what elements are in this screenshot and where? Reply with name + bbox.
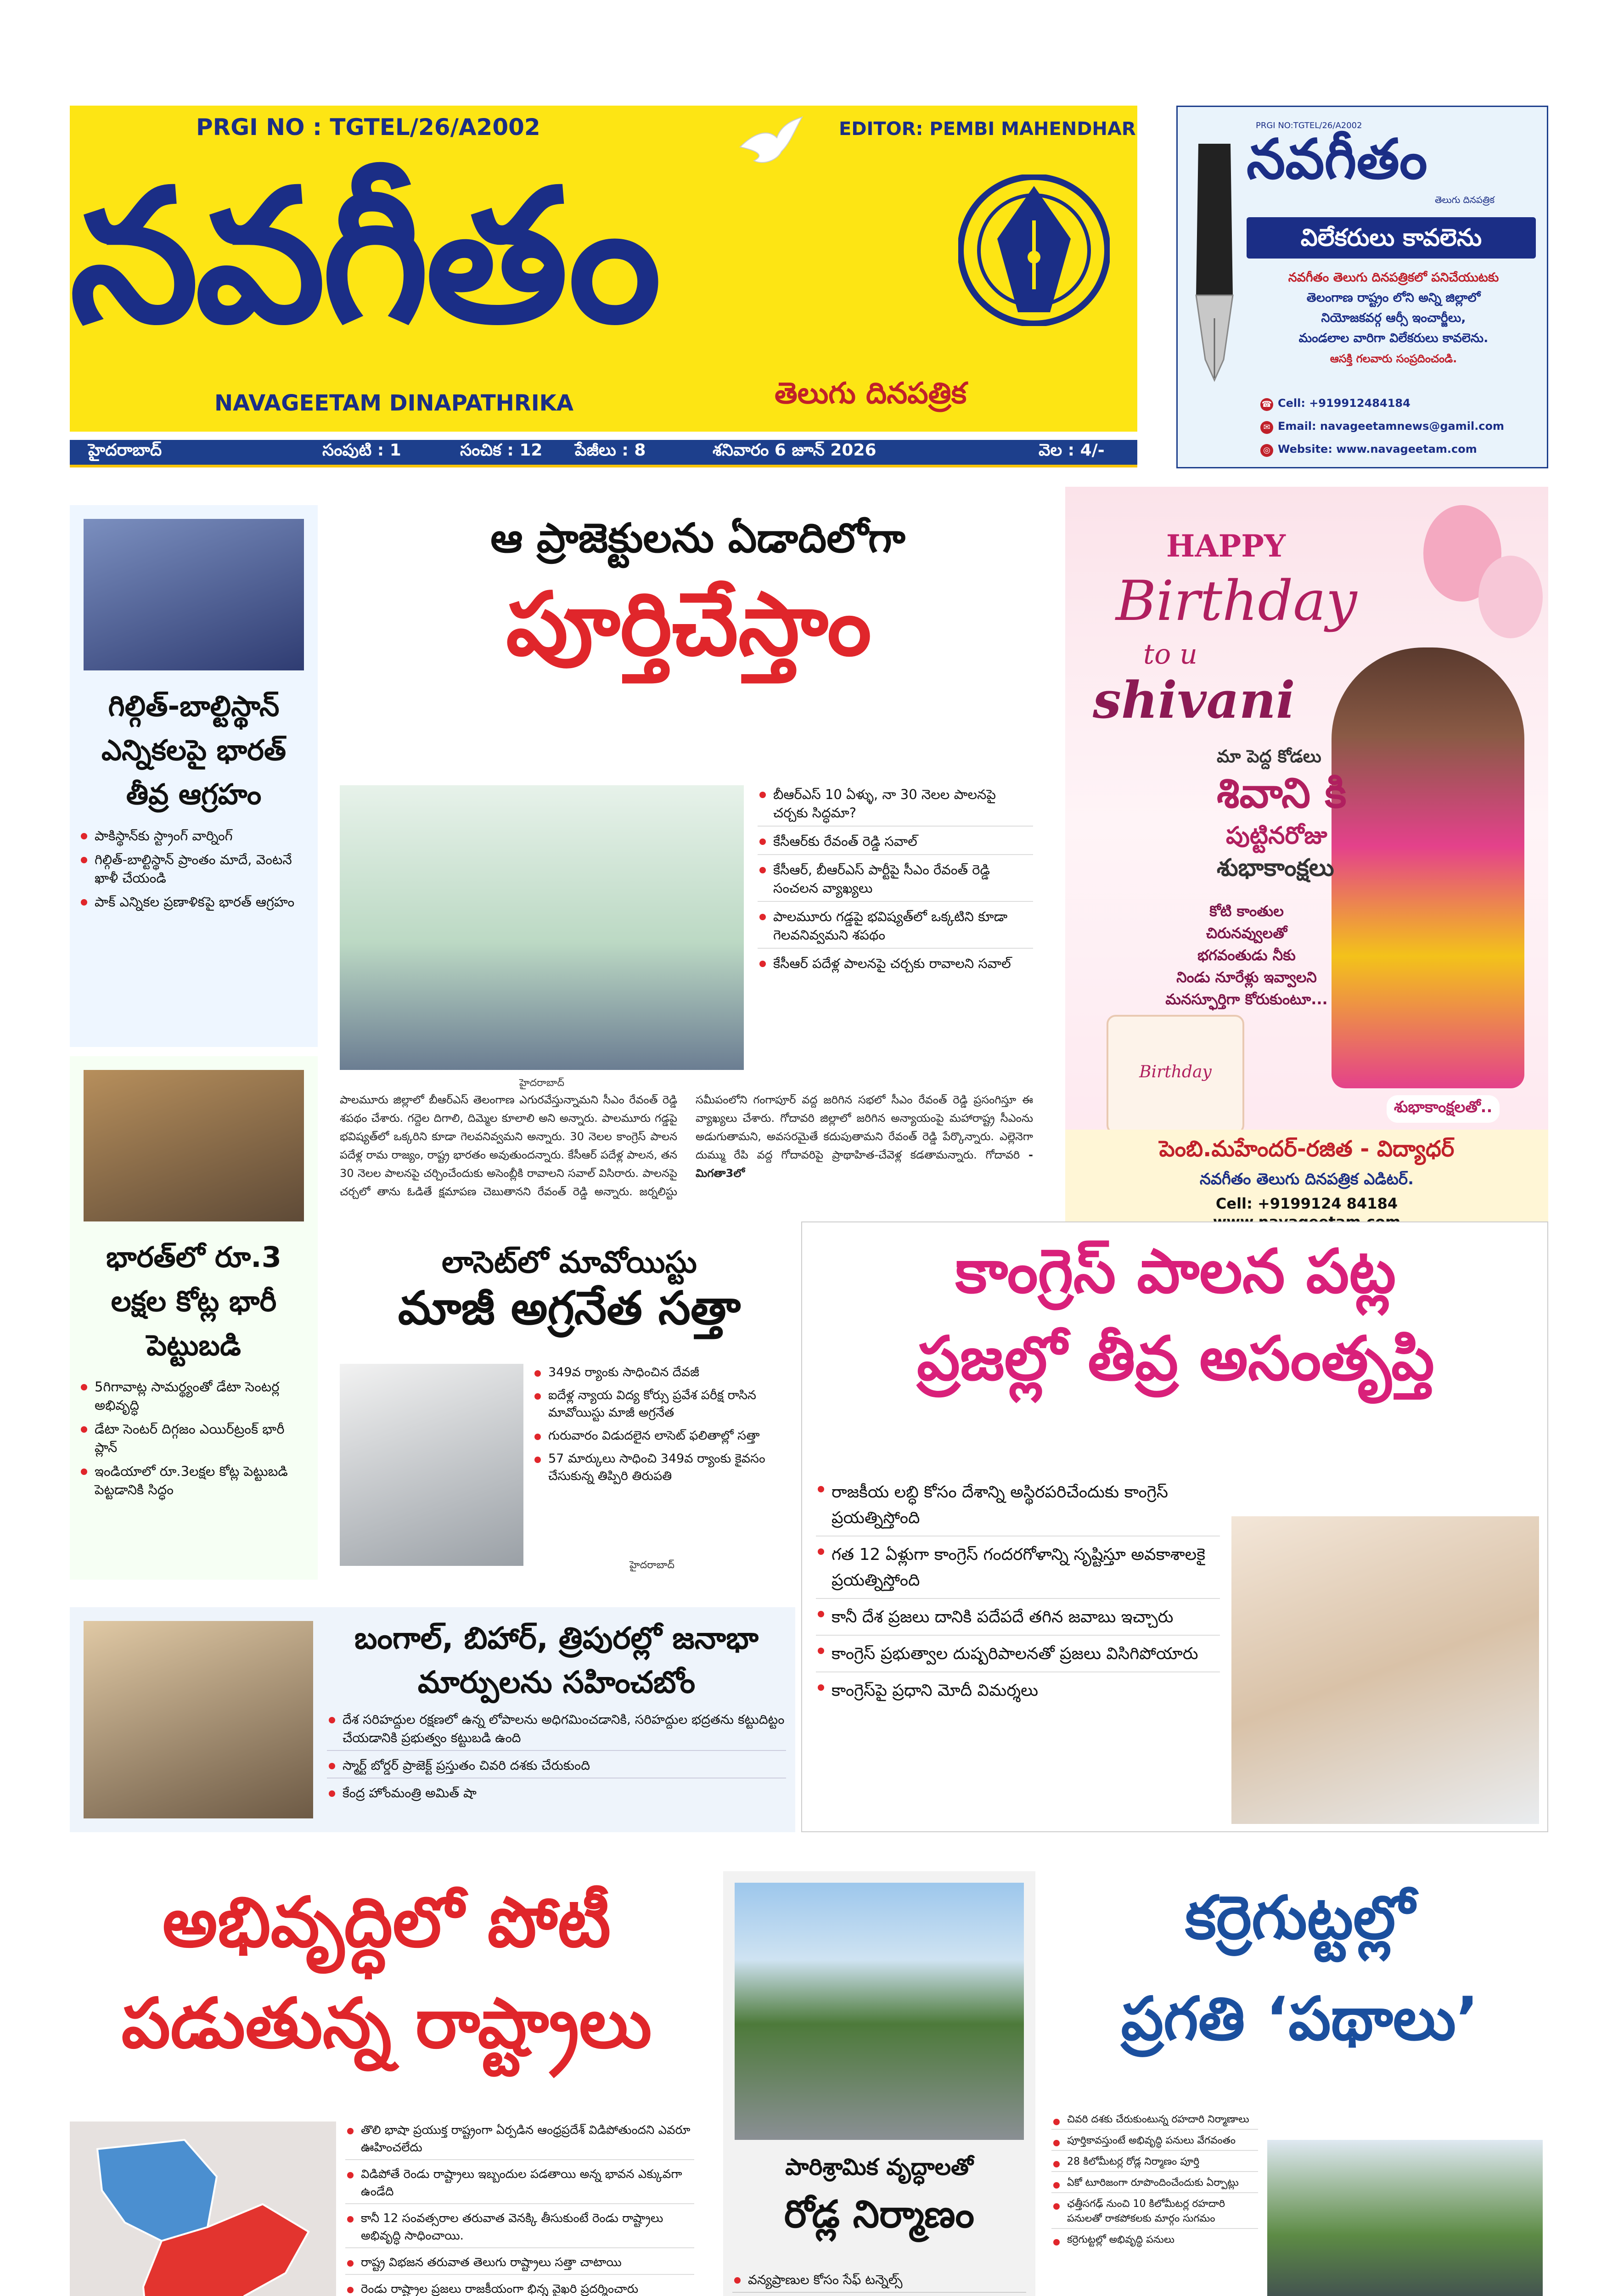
headline: బంగాల్, బిహార్, త్రిపురల్లో జనాభా మార్పులను సహించబోం [354, 1621, 759, 1700]
ad-contacts [1260, 392, 1536, 461]
bullet-list [79, 827, 309, 917]
bd-cell: Cell: +9199124 84184 [1215, 1195, 1398, 1212]
bd-wish-1: పుట్టినరోజు [1226, 822, 1327, 850]
list-item: పాక్ ఎన్నికల ప్రణాళికపై భారత్ ఆగ్రహం [79, 893, 309, 911]
ad-note: ఆసక్తి గలవారు సంప్రదించండి. [1330, 352, 1457, 365]
list-item: పూర్తికావస్తుంటే అభివృద్ధి పనులు వేగవంతం [1051, 2133, 1258, 2151]
bullet-list [345, 2122, 694, 2296]
story-population [70, 1607, 795, 1832]
bullet-list [79, 1378, 309, 1504]
email-icon: ✉ [1260, 421, 1273, 434]
info-price: వెల : 4/- [1039, 441, 1105, 460]
kicker: ఆ ప్రాజెక్టులను ఏడాదిలోగా [490, 514, 905, 562]
reporters-ad [1176, 106, 1548, 468]
bullet-list [816, 1480, 1220, 1709]
ad-cell: Cell: +919912484184 [1278, 397, 1410, 410]
list-item: కేసీఆర్ పదేళ్ల పాలనపై చర్చకు రావాలని సవాల్ [758, 954, 1033, 973]
list-item: 5గిగావాట్ల సామర్థ్యంతో డేటా సెంటర్ల అభివృద్ధి [79, 1378, 309, 1414]
list-item: డేటా సెంటర్ దిగ్గజం ఎయిర్‌ట్రంక్ భారీ ప్లాన్ [79, 1420, 309, 1457]
photo-modi [1231, 1516, 1539, 1824]
headline: గిల్గిత్-బాల్టిస్థాన్ ఎన్నికలపై భారత్ తీవ్ర ఆగ్రహం [101, 689, 287, 811]
bd-poem [1157, 900, 1336, 1010]
bd-happy: HAPPY [1166, 528, 1286, 564]
continued-marker: - మిగతా3లో [696, 1148, 1033, 1180]
newspaper-logo: నవగీతం [70, 150, 658, 364]
bd-name-en: shivani [1093, 670, 1295, 730]
ad-logo: నవగీతం [1247, 128, 1427, 191]
story-projects [335, 505, 1042, 1231]
list-item: ఏకో టూరిజంగా రూపొందించేందుకు ఏర్పాట్లు [1051, 2176, 1258, 2193]
bd-from: పెంబి.మహేందర్-రజిత - విద్యాధర్ [1159, 1136, 1455, 1162]
story-gilgit [70, 505, 318, 1047]
bullet-list [533, 1364, 794, 1491]
editor-name: EDITOR: PEMBI MAHENDHAR [839, 118, 1136, 140]
photo-cm-speech [340, 785, 744, 1070]
dove-icon [736, 115, 804, 179]
ad-body [1251, 268, 1536, 369]
headline-line-1: అభివృద్ధిలో పోటీ [162, 1883, 611, 1963]
photo-devji [340, 1364, 523, 1566]
list-item: గత 12 ఏళ్లుగా కాంగ్రెస్ గందరగోళాన్ని సృష్టిస్తూ అవకాశాలకై ప్రయత్నిస్తోంది [816, 1542, 1220, 1599]
headline-line-1: కాంగ్రెస్ పాలన పట్ల [955, 1236, 1396, 1307]
pen-nib-icon [958, 174, 1110, 326]
list-item: వన్యప్రాణుల కోసం సేఫ్ టన్నెల్స్ [732, 2271, 1026, 2293]
poem-line: భగవంతుడు నీకు [1197, 946, 1296, 964]
list-item: గిల్గిత్-బాల్టిస్థాన్ ప్రాంతం మాదే, వెంటనే ఖాళీ చేయండి [79, 850, 309, 887]
list-item: 57 మార్కులు సాధించి 349వ ర్యాంకు కైవసం చేసుకున్న తిప్పిరి తిరుపతి [533, 1450, 794, 1485]
info-volume: సంపుటి : 1 [322, 441, 401, 460]
kicker: లాసెట్‌లో మావోయిస్టు [442, 1244, 697, 1280]
list-item: కాంగ్రెస్‌పై ప్రధాని మోదీ విమర్శలు [816, 1678, 1220, 1704]
bullet-list [758, 785, 1033, 978]
phone-icon: ☎ [1260, 398, 1273, 411]
kicker: పారిశ్రామిక వృద్ధాలతో [785, 2154, 973, 2180]
list-item: ఐదేళ్ల న్యాయ విద్య కోర్సు ప్రవేశ పరీక్ష రాసిన మావోయిస్టు మాజీ అగ్రనేత [533, 1387, 794, 1422]
list-item: గురువారం విడుదలైన లాసెట్ ఫలితాల్లో సత్తా [533, 1427, 794, 1445]
list-item: రాజకీయ లబ్ధి కోసం దేశాన్ని అస్థిరపరిచేందుకు కాంగ్రెస్ ప్రయత్నిస్తోంది [816, 1480, 1220, 1536]
list-item: కేంద్ర హోంమంత్రి అమిత్ షా [327, 1784, 786, 1802]
map-telugu-states [70, 2122, 336, 2296]
globe-icon: ◎ [1260, 444, 1273, 457]
photo-modi-ceo [84, 1070, 304, 1221]
story-states [70, 1864, 703, 2296]
list-item: తొలి భాషా ప్రయుక్త రాష్ట్రంగా ఏర్పడిన ఆంధ్రప్రదేశ్ విడిపోతుందని ఎవరూ ఊహించలేదు [345, 2122, 694, 2160]
info-pages: పేజీలు : 8 [575, 441, 646, 460]
bd-wish-2: శుభాకాంక్షలు [1217, 854, 1334, 882]
list-item: కేసీఆర్‌కు రేవంత్ రెడ్డి సవాల్ [758, 832, 1033, 855]
list-item: 349వ ర్యాంకు సాధించిన దేవజీ [533, 1364, 794, 1381]
story-roads [723, 1871, 1035, 2296]
balloon [1478, 556, 1543, 638]
ad-prgi: PRGI NO:TGTEL/26/A2002 [1256, 121, 1362, 130]
bd-from-role: నవగీతం తెలుగు దినపత్రిక ఎడిటర్. [1199, 1170, 1414, 1188]
ad-body-line: మండలాల వారిగా విలేకరులు కావలెను. [1298, 331, 1489, 345]
list-item: పాలమూరు గడ్డపై భవిష్యత్‌లో ఒక్కటిని కూడా గెలవనివ్వమని శపథం [758, 907, 1033, 949]
ad-body-line: నియోజకవర్గ ఆర్సీ ఇంచార్జీలు, [1321, 311, 1466, 325]
bullet-list [732, 2271, 1026, 2296]
list-item: బీఆర్ఎస్ 10 ఏళ్ళు, నా 30 నెలల పాలనపై చర్చకు సిద్ధమా? [758, 785, 1033, 827]
masthead [70, 106, 1137, 432]
photo-forest-road [1267, 2140, 1543, 2296]
info-issue: సంచిక : 12 [460, 441, 543, 460]
poem-line: కోటి కాంతుల [1209, 902, 1284, 920]
poem-line: నిండు నూరేళ్లు ఇవ్వాలని [1176, 968, 1317, 986]
info-city: హైదరాబాద్ [88, 441, 162, 460]
bd-greeting: శుభాకాంక్షలతో.. [1387, 1095, 1500, 1123]
fountain-pen-icon [1180, 144, 1249, 383]
english-name: NAVAGEETAM DINAPATHRIKA [214, 390, 574, 416]
list-item: కేసీఆర్, బీఆర్ఎస్ పార్టీపై సీఎం రేవంత్ రెడ్డి సంచలన వ్యాఖ్యలు [758, 861, 1033, 902]
list-item: చివరి దశకు చేరుకుంటున్న రహదారి నిర్మాణాలు [1051, 2112, 1258, 2130]
list-item: కాంగ్రెస్ ప్రభుత్వాల దుష్పరిపాలనతో ప్రజలు విసిగిపోయారు [816, 1641, 1220, 1672]
body-text: పాలమూరు జిల్లాలో బీఆర్ఎస్ తెలంగాణ ఎగురవేస్తున్నామని సీఎం రేవంత్ రెడ్డి శపథం చేశారు. గద్దెల దిగాలి, దిమ్మెల కూలాలి అని అన్నారు. పాలమూరు గడ్డపై భవిష్యత్‌లో ఒక్కరిని కూడా గెలవనివ్వమని అన్నారు. 30 నెలల కాంగ్రెస్ పాలన పదేళ్ల రామ రాజ్యం, రాష్ట్ర భారతం అవుతుందన్నారు. కేసీఆర్ పదేళ్ల పాలన, తన 30 నెలల పాలనపై చర్చించేందుకు అసెంబ్లీకి రావాలని సవాల్ విసిరారు. పాలనపై చర్చలో తాను ఓడితే క్షమాపణ చెబుతానని రేవంత్ రెడ్డి అన్నారు. జర్నలిస్టు సమీపంలోని గంగాపూర్ వద్ద జరిగిన సభలో సీఎం రేవంత్ రెడ్డి ప్రసంగిస్తూ ఈ వ్యాఖ్యలు చేశారు. గోదావరి జిల్లాలో జరిగిన అన్యాయంపై మహారాష్ట్ర సీఎంను అడుగుతామని, అవసరమైతే కదుపుతామని రేవంత్ రెడ్డి పేర్కొన్నారు. ఎల్లెనెగా దుమ్ము రేపి వద్ద గోదావరిపై ప్రాథాహిత-చేవెళ్ల కడతామన్నారు. గోదావరి [340, 1093, 1033, 1198]
ad-website: Website: www.navageetam.com [1278, 443, 1477, 456]
list-item: రెండు రాష్ట్రాల ప్రజలు రాజకీయంగా భిన్న వైఖరి ప్రదర్శించారు [345, 2280, 694, 2296]
bd-birthday: Birthday [1116, 569, 1357, 633]
list-item: కానీ 12 సంవత్సరాల తరువాత వెనక్కి తీసుకుంటే రెండు రాష్ట్రాలు అభివృద్ధి సాధించాయి. [345, 2210, 694, 2248]
headline: భారత్‌లో రూ.3 లక్షల కోట్ల భారీ పెట్టుబడి [106, 1240, 281, 1362]
photo-amit-shah [84, 1621, 313, 1818]
article-body [340, 1091, 1033, 1219]
story-investment [70, 1056, 318, 1580]
bd-footer [1065, 1130, 1548, 1231]
headline: పూర్తిచేస్తాం [506, 574, 871, 675]
photo-shivani [1332, 647, 1524, 1088]
headline-line-2: ప్రగతి ‘పథాలు’ [1121, 1984, 1479, 2054]
bd-relation: మా పెద్ద కోడలు [1217, 746, 1321, 766]
info-bar [70, 440, 1137, 467]
poem-line: మనస్ఫూర్తిగా కోరుకుంటూ... [1165, 990, 1328, 1008]
ad-body-line: నవగీతం తెలుగు దినపత్రికలో పనిచేయుటకు [1288, 270, 1499, 285]
list-item: స్మార్ట్ బోర్డర్ ప్రాజెక్ట్ ప్రస్తుతం చివరి దశకు చేరుకుంది [327, 1756, 786, 1778]
list-item: కర్రెగుట్టల్లో అభివృద్ధి పనులు [1051, 2233, 1258, 2247]
list-item: ఛత్తీసగఢ్ నుంచి 10 కిలోమీటర్ల రహదారి పనులతో రాకపోకలకు మార్గం సుగమం [1051, 2197, 1258, 2229]
list-item: విడిపోతే రెండు రాష్ట్రాలు ఇబ్బందుల పడతాయి అన్న భావన ఎక్కువగా ఉండేది [345, 2166, 694, 2204]
prgi-number: PRGI NO : TGTEL/26/A2002 [196, 114, 540, 141]
bd-to-u: to u [1143, 638, 1197, 670]
bd-name-te: శివాని కి [1217, 769, 1347, 817]
dateline: హైదరాబాద్ [519, 1077, 564, 1089]
list-item: రాష్ట్ర విభజన తరువాత తెలుగు రాష్ట్రాలు సత్తా చాటాయి [345, 2254, 694, 2275]
cake-label: Birthday [1139, 1063, 1212, 1081]
photo-speaker [84, 519, 304, 670]
bullet-list [327, 1711, 786, 1808]
ad-banner: విలేకరులు కావలెను [1247, 217, 1536, 259]
ad-body-line: తెలంగాణ రాష్ట్రం లోని అన్ని జిల్లాలో [1306, 291, 1481, 305]
bullet-list [1051, 2112, 1258, 2251]
list-item: 28 కిలోమీటర్ల రోడ్ల నిర్మాణం పూర్తి [1051, 2155, 1258, 2172]
info-date: శనివారం 6 జూన్ 2026 [713, 441, 877, 460]
headline: రోడ్ల నిర్మాణం [784, 2193, 975, 2236]
list-item: కానీ దేశ ప్రజలు దానికి పదేపదే తగిన జవాబు ఇచ్చారు [816, 1604, 1220, 1636]
list-item: పాకిస్థాన్‌కు స్ట్రాంగ్ వార్నింగ్ [79, 827, 309, 845]
headline-line-2: ప్రజల్లో తీవ్ర అసంతృప్తి [917, 1323, 1434, 1394]
birthday-ad [1065, 487, 1548, 1231]
story-congress [801, 1221, 1548, 1832]
dateline: హైదరాబాద్ [629, 1559, 674, 1571]
ad-logo-sub: తెలుగు దినపత్రిక [1435, 194, 1495, 205]
list-item: ఇండియాలో రూ.3లక్షల కోట్ల పెట్టుబడి పెట్టడానికి సిద్ధం [79, 1462, 309, 1499]
story-karregutta [1051, 1864, 1548, 2296]
headline-line-1: కర్రెగుట్టల్లో [1185, 1883, 1415, 1953]
story-maoist [340, 1240, 799, 1589]
photo-highway [735, 1883, 1024, 2140]
headline: మాజీ అగ్రనేత సత్తా [398, 1281, 741, 1335]
poem-line: చిరునవ్వులతో [1206, 924, 1287, 942]
tagline: తెలుగు దినపత్రిక [775, 377, 967, 411]
headline-line-2: పడుతున్న రాష్ట్రాలు [121, 1984, 652, 2064]
ad-email: Email: navageetamnews@gamil.com [1278, 420, 1505, 433]
cake [1107, 1015, 1244, 1134]
list-item: దేశ సరిహద్దుల రక్షణలో ఉన్న లోపాలను అధిగమించడానికి, సరిహద్దుల భద్రతను కట్టుదిట్టం చేయడానికి ప్రభుత్వం కట్టుబడి ఉంది [327, 1711, 786, 1751]
